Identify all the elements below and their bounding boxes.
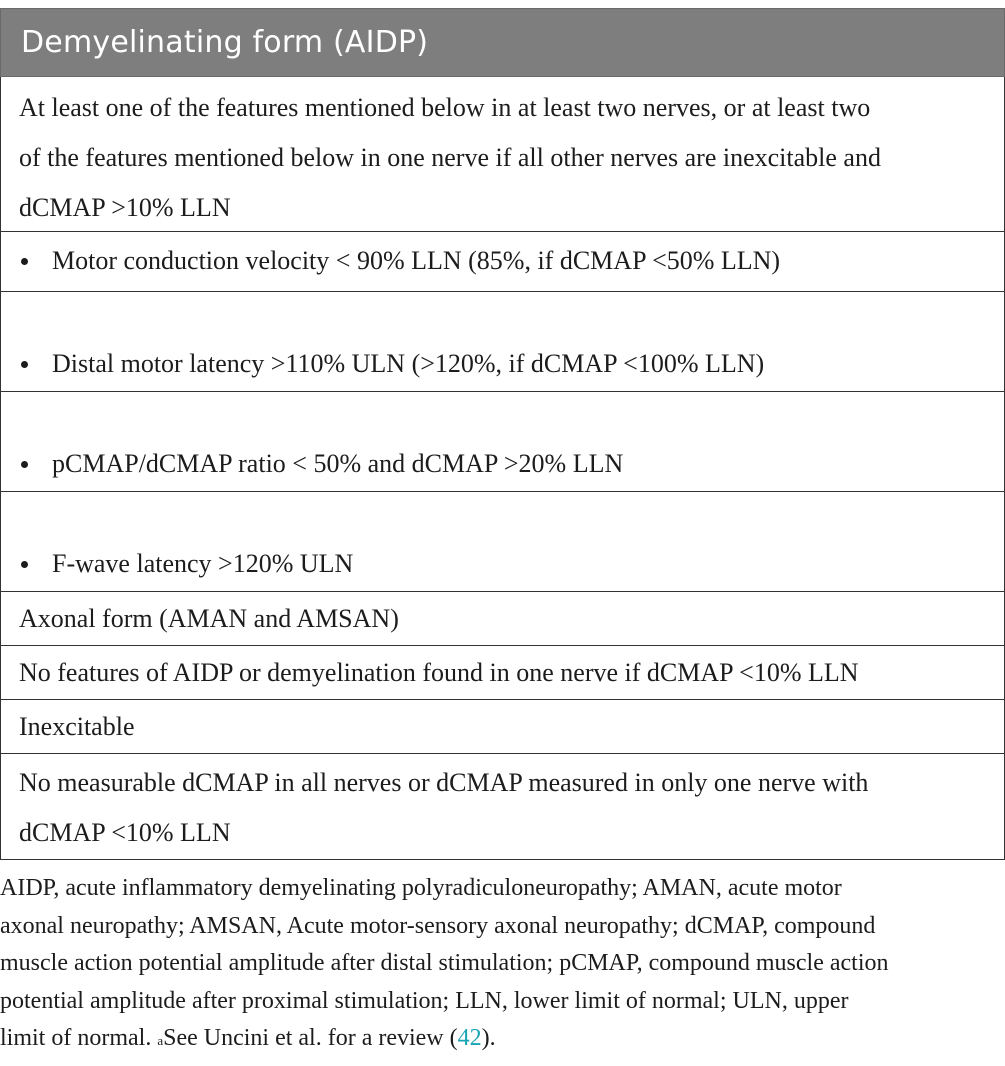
- bullet-icon: [21, 258, 28, 265]
- list-item: F-wave latency >120% ULN: [19, 537, 986, 591]
- bullet-icon: [21, 561, 28, 568]
- table-row-inexcitable-title: [0, 700, 1005, 754]
- bullet-icon: [21, 461, 28, 468]
- footnote-line: AIDP, acute inflammatory demyelinating polyradiculoneuropathy; AMAN, acute motor: [0, 875, 842, 901]
- table-row-axonal-text: [0, 646, 1005, 700]
- inexcitable-text: No measurable dCMAP in all nerves or dCMAP measured in only one nerve with dCMAP <10% LLN: [19, 768, 869, 847]
- inexcitable-title: Inexcitable: [19, 712, 135, 741]
- footnote-line: axonal neuropathy; AMSAN, Acute motor-sensory axonal neuropathy; dCMAP, compound: [0, 912, 876, 939]
- criteria-table: [0, 8, 1005, 860]
- bullet-icon: [21, 361, 28, 368]
- table-row-criterion-3: [0, 392, 1005, 492]
- table-row-criterion-4: [0, 492, 1005, 592]
- axonal-text: No features of AIDP or demyelination found in one nerve if dCMAP <10% LLN: [19, 658, 859, 687]
- list-item: pCMAP/dCMAP ratio < 50% and dCMAP >20% LLN: [19, 437, 986, 491]
- table-row-axonal-title: [0, 592, 1005, 646]
- footnote-line: potential amplitude after proximal stimulation; LLN, lower limit of normal; ULN, upper: [0, 987, 849, 1014]
- table-row-intro: [0, 77, 1005, 232]
- table-row-inexcitable-text: [0, 754, 1005, 860]
- list-item: Motor conduction velocity < 90% LLN (85%, if dCMAP <50% LLN): [19, 236, 986, 286]
- header-title: Demyelinating form (AIDP): [21, 25, 429, 60]
- table-header: [0, 8, 1005, 77]
- footnote-line: muscle action potential amplitude after distal stimulation; pCMAP, compound muscle action: [0, 950, 889, 977]
- footnote-line-last: limit of normal. $^a$See Uncini et al. for a review (42).: [0, 1025, 496, 1052]
- intro-text: At least one of the features mentioned below in at least two nerves, or at least two of the features mentioned below in one nerve if all other nerves are inexcitable and dCMAP >10% LLN: [19, 93, 881, 222]
- table-row-criterion-2: [0, 292, 1005, 392]
- list-item: Distal motor latency >110% ULN (>120%, if dCMAP <100% LLN): [19, 337, 986, 391]
- footnote-marker: a: [157, 1033, 164, 1049]
- table-footnote: [0, 870, 1005, 1058]
- reference-link[interactable]: 42: [457, 1025, 482, 1052]
- axonal-title: Axonal form (AMAN and AMSAN): [19, 604, 399, 633]
- table-row-criterion-1: [0, 232, 1005, 292]
